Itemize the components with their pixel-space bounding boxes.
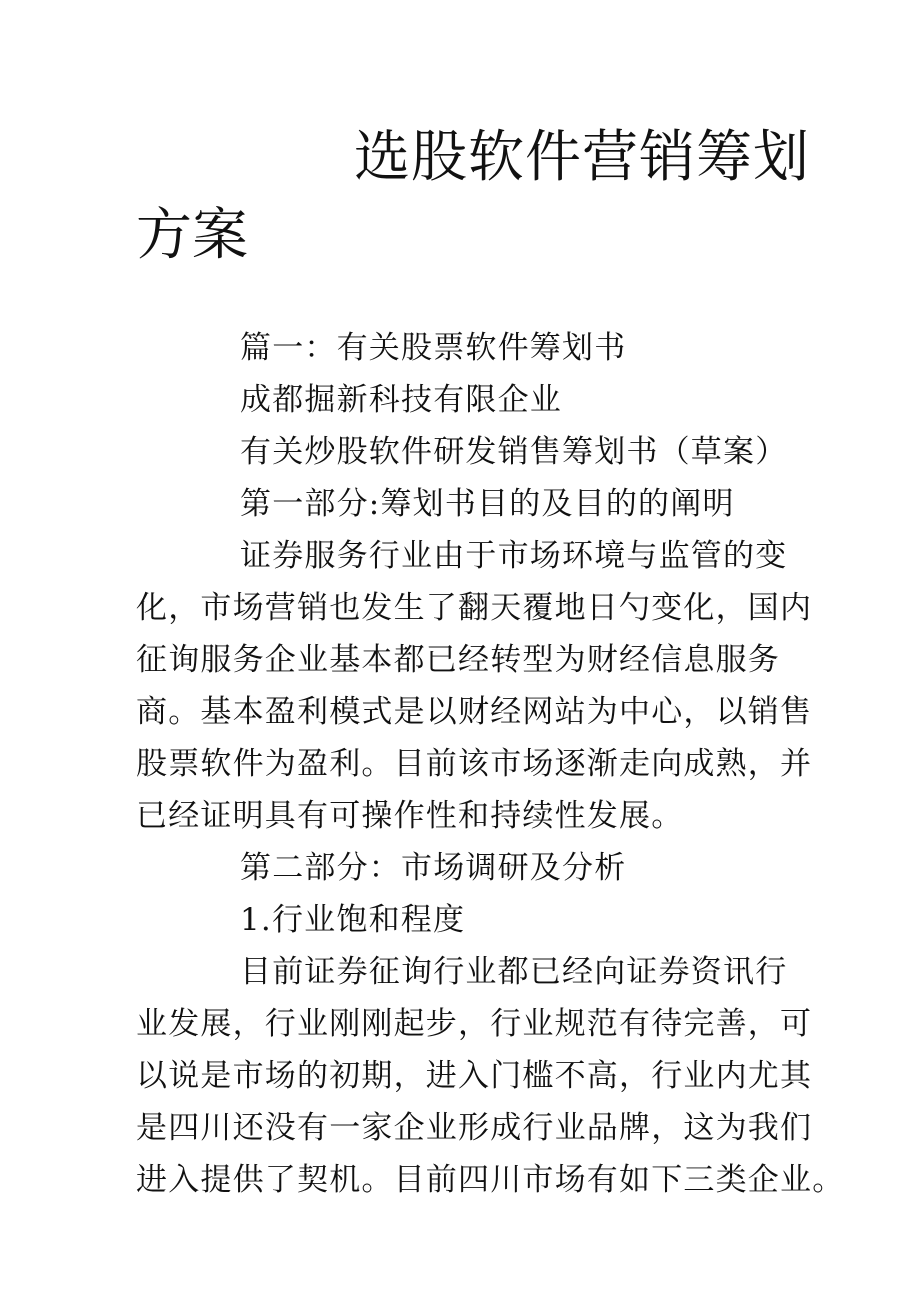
paragraph-line: 化，市场营销也发生了翻天覆地日勺变化，国内 (136, 590, 813, 626)
paragraph-line: 是四川还没有一家企业形成行业品牌，这为我们 (136, 1110, 813, 1146)
section-heading-part-two: 第二部分：市场调研及分析 (240, 850, 627, 886)
document-title: 选股软件营销筹划 (354, 125, 810, 190)
paragraph-line: 已经证明具有可操作性和持续性发展。 (136, 798, 684, 834)
plan-title: 有关炒股软件研发销售筹划书（草案） (240, 434, 788, 470)
paragraph-line: 商。基本盈利模式是以财经网站为中心，以销售 (136, 694, 813, 730)
document-body (136, 322, 845, 1206)
subsection-heading: 1.行业饱和程度 (240, 902, 466, 938)
paragraph-line: 征询服务企业基本都已经转型为财经信息服务 (136, 642, 780, 678)
paragraph-line: 进入提供了契机。目前四川市场有如下三类企业。 (136, 1162, 845, 1198)
document-title-continued: 方案 (136, 203, 248, 268)
section-heading-part-one: 第一部分:筹划书目的及目的的阐明 (240, 486, 735, 522)
paragraph-line: 以说是市场的初期，进入门槛不高，行业内尤其 (136, 1058, 813, 1094)
paragraph-line: 目前证券征询行业都已经向证券资讯行 (240, 954, 788, 990)
article-heading: 篇一：有关股票软件筹划书 (240, 330, 627, 366)
paragraph-line: 证券服务行业由于市场环境与监管的变 (240, 538, 788, 574)
company-name: 成都掘新科技有限企业 (240, 382, 562, 418)
paragraph-line: 股票软件为盈利。目前该市场逐渐走向成熟，并 (136, 746, 813, 782)
paragraph-line: 业发展，行业刚刚起步，行业规范有待完善，可 (136, 1006, 813, 1042)
